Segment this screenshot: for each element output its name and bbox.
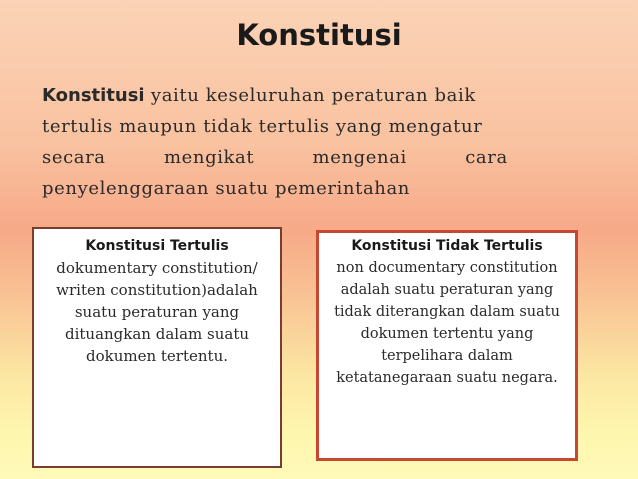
card-text-line: writen constitution)adalah [56, 281, 258, 299]
card-konstitusi-tertulis [32, 227, 282, 468]
card-text-line: dokumen tertentu. [85, 347, 228, 365]
card-title: Konstitusi Tidak Tertulis [351, 238, 543, 254]
definition-line: secara mengikat mengenai cara [42, 147, 508, 168]
definition-line: penyelenggaraan suatu pemerintahan [42, 178, 410, 199]
definition-line: tertulis maupun tidak tertulis yang mengatur [42, 116, 483, 137]
card-konstitusi-tidak-tertulis [316, 230, 578, 461]
card-text-line: dituangkan dalam suatu [64, 325, 250, 343]
slide-title: Konstitusi [236, 18, 402, 52]
card-text-line: dokumen tertentu yang [360, 326, 534, 342]
definition-line: yaitu keseluruhan peraturan baik [144, 85, 476, 106]
card-text-line: non documentary constitution [336, 260, 558, 276]
definition-term: Konstitusi [42, 85, 145, 106]
card-text-line: ketatanegaraan suatu negara. [336, 370, 558, 386]
card-text-line: terpelihara dalam [381, 348, 513, 364]
card-text-line: tidak diterangkan dalam suatu [334, 304, 560, 320]
card-text-line: dokumentary constitution/ [56, 259, 258, 277]
card-title: Konstitusi Tertulis [85, 238, 229, 254]
definition-paragraph [42, 80, 610, 204]
card-text-line: suatu peraturan yang [74, 303, 240, 321]
card-text-line: adalah suatu peraturan yang [340, 282, 554, 298]
